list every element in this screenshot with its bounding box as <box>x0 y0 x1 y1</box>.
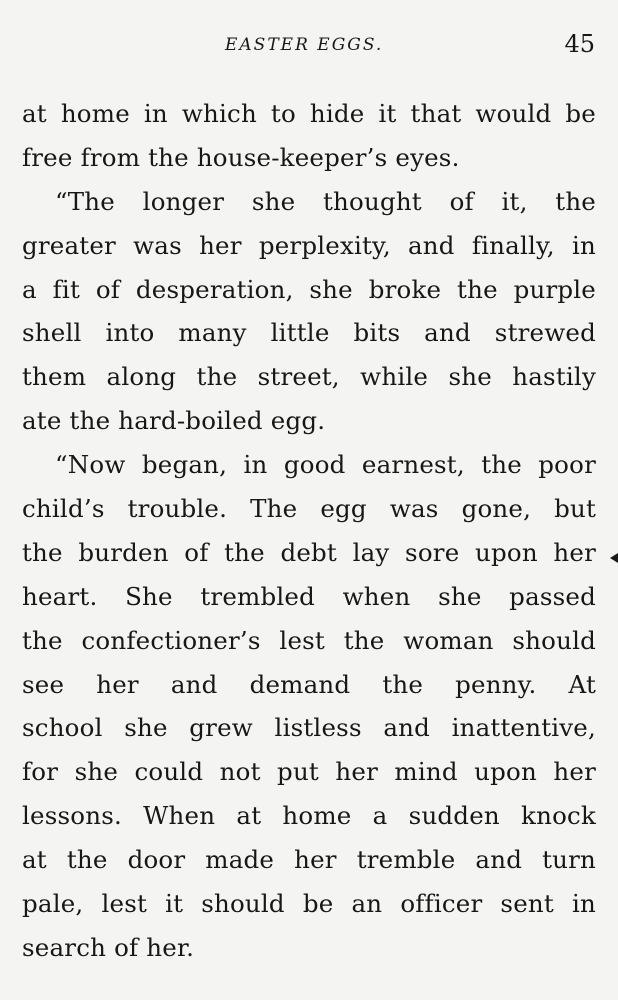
text-line: see her and demand the penny. At <box>22 669 596 699</box>
text-line: heart. She trembled when she passed <box>22 581 596 611</box>
text-line: free from the house-keeper’s eyes. <box>22 142 460 172</box>
text-line: “Now began, in good earnest, the poor <box>55 450 596 480</box>
text-line: for she could not put her mind upon her <box>22 757 596 787</box>
text-line: a fit of desperation, she broke the purple <box>22 274 596 304</box>
running-head <box>0 30 618 60</box>
body-text <box>22 92 596 970</box>
text-line: shell into many little bits and strewed <box>22 318 596 348</box>
text-line: “The longer she thought of it, the <box>55 186 596 216</box>
text-line: at the door made her tremble and turn <box>22 845 596 875</box>
text-line: child’s trouble. The egg was gone, but <box>22 494 596 524</box>
text-line: search of her. <box>22 932 195 962</box>
text-line: pale, lest it should be an officer sent in <box>22 889 596 919</box>
text-line: lessons. When at home a sudden knock <box>22 801 596 831</box>
page-number: 45 <box>564 30 595 58</box>
text-line: greater was her perplexity, and finally, in <box>22 230 596 260</box>
text-line: school she grew listless and inattentive, <box>22 713 596 743</box>
text-line: at home in which to hide it that would be <box>22 99 596 128</box>
running-title: EASTER EGGS. <box>225 35 384 55</box>
text-line: ate the hard-boiled egg. <box>22 406 326 436</box>
page-edge-mark <box>610 553 618 563</box>
text-line: the burden of the debt lay sore upon her <box>22 537 596 567</box>
text-line: them along the street, while she hastily <box>22 362 596 392</box>
text-line: the confectioner’s lest the woman should <box>22 625 596 655</box>
